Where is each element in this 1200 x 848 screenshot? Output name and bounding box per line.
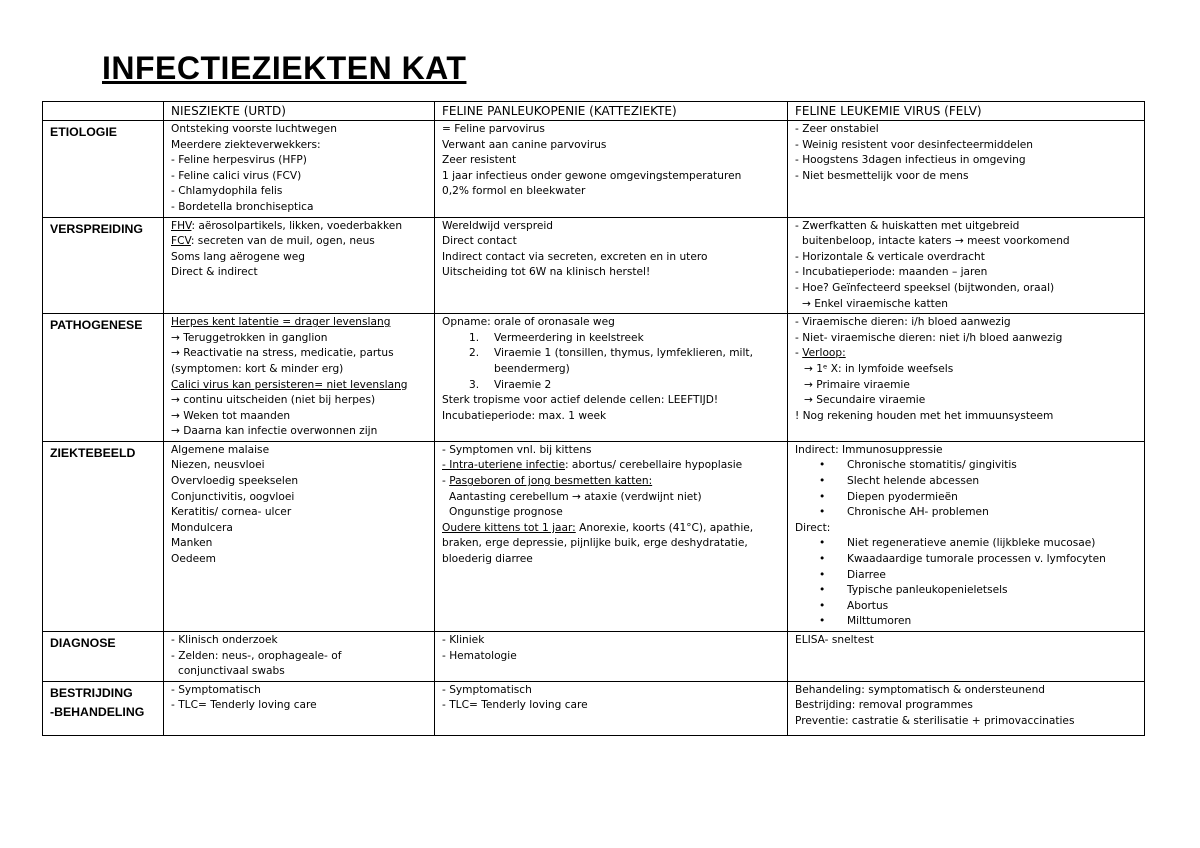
cell-text: - Klinisch onderzoek bbox=[171, 634, 278, 646]
cell-line bbox=[171, 664, 428, 680]
cell-panleukopenie bbox=[435, 632, 788, 682]
cell-line bbox=[795, 281, 1138, 297]
cell-text: Anorexie, koorts (41°C), apathie, bbox=[575, 521, 754, 534]
cell-text: : aërosolpartikels, likken, voederbakken bbox=[191, 219, 403, 232]
cell-text: - Zelden: neus-, orophageale- of bbox=[171, 649, 342, 662]
header-felv: FELINE LEUKEMIE VIRUS (FELV) bbox=[788, 102, 1145, 121]
cell-text: - Viraemische dieren: i/h bloed aanwezig bbox=[795, 316, 1011, 329]
cell-line bbox=[442, 633, 781, 649]
cell-panleukopenie bbox=[435, 681, 788, 735]
cell-text: - bbox=[442, 475, 450, 488]
row-header bbox=[43, 314, 164, 442]
cell-line bbox=[795, 378, 1138, 394]
cell-text: → Enkel viraemische katten bbox=[802, 297, 948, 310]
cell-text: Aantasting cerebellum → ataxie (verdwijnt niet) bbox=[449, 490, 702, 503]
cell-line bbox=[442, 184, 781, 200]
row-header bbox=[43, 632, 164, 682]
row-header-label: ETIOLOGIE bbox=[50, 125, 117, 139]
cell-line bbox=[795, 331, 1138, 347]
header-panleukopenie: FELINE PANLEUKOPENIE (KATTEZIEKTE) bbox=[435, 102, 788, 121]
cell-line bbox=[795, 315, 1138, 331]
cell-text: Viraemie 2 bbox=[494, 378, 552, 391]
table-row bbox=[43, 681, 1145, 735]
cell-text: Diarree bbox=[847, 568, 886, 581]
cell-line bbox=[171, 315, 428, 331]
bullet-icon: • bbox=[819, 490, 826, 503]
cell-line bbox=[171, 393, 428, 409]
cell-line bbox=[171, 234, 428, 250]
cell-line bbox=[442, 169, 781, 185]
cell-text: - TLC= Tenderly loving care bbox=[171, 699, 317, 712]
bullet-icon: • bbox=[819, 568, 826, 581]
cell-line bbox=[442, 458, 781, 474]
cell-text: → Secundaire viraemie bbox=[804, 394, 926, 407]
table-row bbox=[43, 632, 1145, 682]
underlined-text: Pasgeboren of jong besmetten katten: bbox=[449, 475, 653, 488]
cell-line bbox=[171, 122, 428, 138]
cell-text: Keratitis/ cornea- ulcer bbox=[171, 506, 292, 519]
bullet-icon: • bbox=[819, 459, 826, 472]
cell-text: Algemene malaise bbox=[171, 443, 270, 456]
cell-text: Meerdere ziekteverwekkers: bbox=[171, 138, 321, 151]
bullet-icon: • bbox=[819, 475, 826, 488]
cell-panleukopenie bbox=[435, 314, 788, 442]
cell-text: Verwant aan canine parvovirus bbox=[442, 138, 607, 151]
cell-text: Milttumoren bbox=[847, 615, 912, 628]
cell-line bbox=[442, 315, 781, 331]
cell-text: Typische panleukopenieletsels bbox=[847, 584, 1008, 597]
bullet-icon: • bbox=[819, 615, 826, 628]
cell-niesziekte bbox=[164, 121, 435, 218]
cell-line bbox=[795, 568, 1138, 584]
underlined-text: FHV bbox=[171, 219, 192, 232]
cell-text: → continu uitscheiden (niet bij herpes) bbox=[171, 394, 376, 407]
cell-text: Ontsteking voorste luchtwegen bbox=[171, 123, 337, 135]
cell-text: → Daarna kan infectie overwonnen zijn bbox=[171, 425, 378, 438]
cell-line bbox=[171, 443, 428, 459]
cell-text: Slecht helende abcessen bbox=[847, 475, 980, 488]
cell-text: bloederig diarree bbox=[442, 553, 533, 566]
cell-line bbox=[171, 153, 428, 169]
cell-text: - bbox=[795, 347, 803, 360]
cell-text: Overvloedig speekselen bbox=[171, 475, 299, 488]
cell-text: Niet regeneratieve anemie (lijkbleke mucosae) bbox=[847, 537, 1096, 550]
bullet-icon: • bbox=[819, 506, 826, 519]
cell-line bbox=[171, 184, 428, 200]
cell-line bbox=[171, 346, 428, 362]
row-header-label: DIAGNOSE bbox=[50, 636, 116, 650]
cell-text: Niezen, neusvloei bbox=[171, 459, 265, 472]
cell-panleukopenie bbox=[435, 121, 788, 218]
row-header-label: ZIEKTEBEELD bbox=[50, 445, 136, 460]
cell-text: → 1ᵉ X: in lymfoide weefsels bbox=[804, 362, 954, 375]
cell-text: - Feline calici virus (FCV) bbox=[171, 169, 302, 182]
cell-text: Direct: bbox=[795, 521, 831, 534]
cell-line bbox=[442, 219, 781, 235]
table-row bbox=[43, 314, 1145, 442]
cell-line bbox=[171, 409, 428, 425]
cell-line bbox=[795, 265, 1138, 281]
cell-text: Soms lang aërogene weg bbox=[171, 250, 306, 263]
cell-line bbox=[795, 409, 1138, 425]
list-number: 3. bbox=[469, 378, 480, 391]
cell-line bbox=[795, 443, 1138, 459]
cell-line bbox=[795, 633, 1138, 649]
cell-text: - Weinig resistent voor desinfecteermiddelen bbox=[795, 138, 1033, 151]
row-header bbox=[43, 441, 164, 631]
cell-niesziekte bbox=[164, 632, 435, 682]
cell-felv bbox=[788, 441, 1145, 631]
cell-line bbox=[171, 505, 428, 521]
cell-text: - Zwerfkatten & huiskatten met uitgebreid bbox=[795, 219, 1020, 232]
cell-text: Vermeerdering in keelstreek bbox=[494, 331, 644, 344]
cell-line bbox=[442, 490, 781, 506]
cell-text: - Niet- viraemische dieren: niet i/h bloed aanwezig bbox=[795, 331, 1063, 344]
header-cell-empty bbox=[43, 102, 164, 121]
cell-line bbox=[442, 250, 781, 266]
cell-line bbox=[171, 552, 428, 568]
cell-text: ! Nog rekening houden met het immuunsysteem bbox=[795, 409, 1054, 422]
cell-line bbox=[442, 552, 781, 568]
cell-text: Uitscheiding tot 6W na klinisch herstel! bbox=[442, 266, 651, 279]
disease-table bbox=[42, 101, 1145, 736]
cell-text: - Zeer onstabiel bbox=[795, 123, 879, 135]
cell-line bbox=[171, 521, 428, 537]
cell-line bbox=[442, 378, 781, 394]
table-row bbox=[43, 121, 1145, 218]
cell-text: Indirect: Immunosuppressie bbox=[795, 443, 943, 456]
cell-text: conjunctivaal swabs bbox=[178, 665, 285, 678]
cell-text: - Hoe? Geïnfecteerd speeksel (bijtwonden, oraal) bbox=[795, 281, 1055, 294]
underlined-text: Verloop: bbox=[802, 347, 846, 360]
cell-line bbox=[442, 409, 781, 425]
cell-line bbox=[442, 122, 781, 138]
cell-line bbox=[795, 474, 1138, 490]
header-row bbox=[43, 102, 1145, 121]
cell-line bbox=[171, 424, 428, 440]
document-title: INFECTIEZIEKTEN KAT bbox=[102, 50, 467, 86]
cell-line bbox=[442, 362, 781, 378]
cell-line bbox=[795, 346, 1138, 362]
cell-line bbox=[442, 521, 781, 537]
cell-line bbox=[171, 683, 428, 699]
cell-line bbox=[795, 683, 1138, 699]
cell-text: Direct contact bbox=[442, 235, 517, 248]
cell-line bbox=[171, 138, 428, 154]
cell-text: Chronische AH- problemen bbox=[847, 506, 989, 519]
cell-felv bbox=[788, 681, 1145, 735]
cell-line bbox=[442, 234, 781, 250]
cell-text: - Horizontale & verticale overdracht bbox=[795, 250, 985, 263]
cell-text: - TLC= Tenderly loving care bbox=[442, 699, 588, 712]
cell-text: Indirect contact via secreten, excreten en in utero bbox=[442, 250, 708, 263]
cell-line bbox=[171, 474, 428, 490]
cell-line bbox=[171, 458, 428, 474]
row-header-label: VERSPREIDING bbox=[50, 221, 143, 236]
cell-text: → Weken tot maanden bbox=[171, 409, 291, 422]
cell-text: Preventie: castratie & sterilisatie + primovaccinaties bbox=[795, 714, 1075, 727]
cell-text: Diepen pyodermieën bbox=[847, 490, 958, 503]
cell-line bbox=[795, 219, 1138, 235]
cell-panleukopenie bbox=[435, 441, 788, 631]
cell-text: braken, erge depressie, pijnlijke buik, erge deshydratatie, bbox=[442, 537, 748, 550]
cell-text: : abortus/ cerebellaire hypoplasie bbox=[565, 459, 743, 472]
cell-line bbox=[171, 362, 428, 378]
cell-text: = Feline parvovirus bbox=[442, 123, 545, 135]
row-header-label: PATHOGENESE bbox=[50, 318, 143, 333]
underlined-text: Oudere kittens tot 1 jaar: bbox=[442, 521, 576, 534]
row-header-label: -BEHANDELING bbox=[50, 704, 145, 719]
cell-line bbox=[171, 698, 428, 714]
cell-text: - Chlamydophila felis bbox=[171, 185, 283, 198]
cell-line bbox=[442, 138, 781, 154]
cell-niesziekte bbox=[164, 314, 435, 442]
table-row bbox=[43, 441, 1145, 631]
cell-text: → Teruggetrokken in ganglion bbox=[171, 331, 328, 344]
cell-line bbox=[795, 250, 1138, 266]
cell-line bbox=[171, 633, 428, 649]
row-header bbox=[43, 681, 164, 735]
cell-line bbox=[795, 599, 1138, 615]
cell-line bbox=[442, 265, 781, 281]
cell-text: → Primaire viraemie bbox=[804, 378, 910, 391]
cell-text: Bestrijding: removal programmes bbox=[795, 699, 973, 712]
row-header bbox=[43, 217, 164, 314]
cell-text: Behandeling: symptomatisch & ondersteunend bbox=[795, 683, 1046, 696]
cell-line bbox=[442, 443, 781, 459]
cell-felv bbox=[788, 314, 1145, 442]
cell-text: - Bordetella bronchiseptica bbox=[171, 200, 314, 213]
cell-line bbox=[795, 490, 1138, 506]
cell-text: Viraemie 1 (tonsillen, thymus, lymfeklieren, milt, bbox=[494, 347, 753, 360]
cell-line bbox=[171, 200, 428, 216]
cell-text: Manken bbox=[171, 537, 213, 550]
cell-text: Kwaadaardige tumorale processen v. lymfocyten bbox=[847, 553, 1106, 566]
cell-line bbox=[442, 683, 781, 699]
cell-line bbox=[795, 138, 1138, 154]
cell-line bbox=[442, 536, 781, 552]
cell-text: Oedeem bbox=[171, 553, 216, 566]
list-number: 1. bbox=[469, 331, 480, 344]
cell-line bbox=[171, 378, 428, 394]
cell-line bbox=[795, 505, 1138, 521]
cell-line bbox=[171, 536, 428, 552]
cell-line bbox=[795, 698, 1138, 714]
cell-line bbox=[795, 458, 1138, 474]
cell-line bbox=[442, 505, 781, 521]
cell-line bbox=[795, 362, 1138, 378]
cell-line bbox=[795, 234, 1138, 250]
underlined-text: FCV bbox=[171, 235, 191, 248]
cell-text: Conjunctivitis, oogvloei bbox=[171, 490, 295, 503]
cell-text: Sterk tropisme voor actief delende cellen: LEEFTIJD! bbox=[442, 394, 719, 407]
cell-text: - Hematologie bbox=[442, 649, 517, 662]
cell-text: Abortus bbox=[847, 599, 889, 612]
underlined-text: Herpes kent latentie = drager levenslang bbox=[171, 316, 391, 329]
cell-line bbox=[795, 297, 1138, 313]
cell-felv bbox=[788, 632, 1145, 682]
cell-line bbox=[442, 698, 781, 714]
cell-line bbox=[442, 153, 781, 169]
cell-text: - Symptomatisch bbox=[171, 683, 261, 696]
cell-text: 0,2% formol en bleekwater bbox=[442, 185, 586, 198]
cell-line bbox=[171, 169, 428, 185]
cell-text: (symptomen: kort & minder erg) bbox=[171, 362, 344, 375]
cell-line bbox=[795, 583, 1138, 599]
cell-text: Ongunstige prognose bbox=[449, 506, 563, 519]
cell-line bbox=[795, 122, 1138, 138]
cell-line bbox=[171, 490, 428, 506]
cell-line bbox=[171, 649, 428, 665]
cell-niesziekte bbox=[164, 217, 435, 314]
cell-line bbox=[795, 153, 1138, 169]
cell-text: buitenbeloop, intacte katers → meest voorkomend bbox=[802, 235, 1070, 248]
cell-niesziekte bbox=[164, 681, 435, 735]
cell-line bbox=[171, 331, 428, 347]
cell-line bbox=[171, 265, 428, 281]
cell-line bbox=[442, 331, 781, 347]
bullet-icon: • bbox=[819, 553, 826, 566]
cell-text: Incubatieperiode: max. 1 week bbox=[442, 409, 607, 422]
cell-text: Direct & indirect bbox=[171, 266, 258, 279]
cell-text: - Niet besmettelijk voor de mens bbox=[795, 169, 969, 182]
cell-text: - Feline herpesvirus (HFP) bbox=[171, 154, 307, 167]
cell-felv bbox=[788, 217, 1145, 314]
cell-text: beendermerg) bbox=[494, 362, 570, 375]
cell-text: → Reactivatie na stress, medicatie, partus bbox=[171, 347, 394, 360]
cell-line bbox=[442, 393, 781, 409]
bullet-icon: • bbox=[819, 537, 826, 550]
table-row bbox=[43, 217, 1145, 314]
cell-text: : secreten van de muil, ogen, neus bbox=[190, 235, 375, 248]
cell-line bbox=[795, 521, 1138, 537]
cell-text: 1 jaar infectieus onder gewone omgevingstemperaturen bbox=[442, 169, 742, 182]
row-header-label: BESTRIJDING bbox=[50, 685, 133, 700]
cell-text: Opname: orale of oronasale weg bbox=[442, 316, 615, 329]
list-number: 2. bbox=[469, 347, 480, 360]
table-body bbox=[43, 121, 1145, 736]
cell-line bbox=[442, 649, 781, 665]
cell-felv bbox=[788, 121, 1145, 218]
cell-text: - Symptomatisch bbox=[442, 683, 532, 696]
cell-text: ELISA- sneltest bbox=[795, 634, 874, 646]
cell-line bbox=[795, 552, 1138, 568]
cell-line bbox=[442, 346, 781, 362]
cell-niesziekte bbox=[164, 441, 435, 631]
underlined-text: - Intra-uteriene infectie bbox=[442, 459, 565, 472]
cell-text: - Incubatieperiode: maanden – jaren bbox=[795, 266, 988, 279]
cell-line bbox=[171, 250, 428, 266]
cell-text: Chronische stomatitis/ gingivitis bbox=[847, 459, 1017, 472]
row-header bbox=[43, 121, 164, 218]
cell-line bbox=[171, 219, 428, 235]
cell-text: Wereldwijd verspreid bbox=[442, 219, 554, 232]
underlined-text: Calici virus kan persisteren= niet levenslang bbox=[171, 378, 408, 391]
cell-text: - Symptomen vnl. bij kittens bbox=[442, 443, 592, 456]
cell-text: - Kliniek bbox=[442, 634, 485, 646]
cell-line bbox=[795, 714, 1138, 730]
cell-line bbox=[795, 393, 1138, 409]
cell-line bbox=[442, 474, 781, 490]
cell-text: - Hoogstens 3dagen infectieus in omgeving bbox=[795, 154, 1026, 167]
cell-text: Mondulcera bbox=[171, 521, 233, 534]
cell-panleukopenie bbox=[435, 217, 788, 314]
bullet-icon: • bbox=[819, 584, 826, 597]
cell-line bbox=[795, 536, 1138, 552]
cell-line bbox=[795, 614, 1138, 630]
cell-text: Zeer resistent bbox=[442, 154, 517, 167]
bullet-icon: • bbox=[819, 599, 826, 612]
header-niesziekte: NIESZIEKTE (URTD) bbox=[164, 102, 435, 121]
cell-line bbox=[795, 169, 1138, 185]
